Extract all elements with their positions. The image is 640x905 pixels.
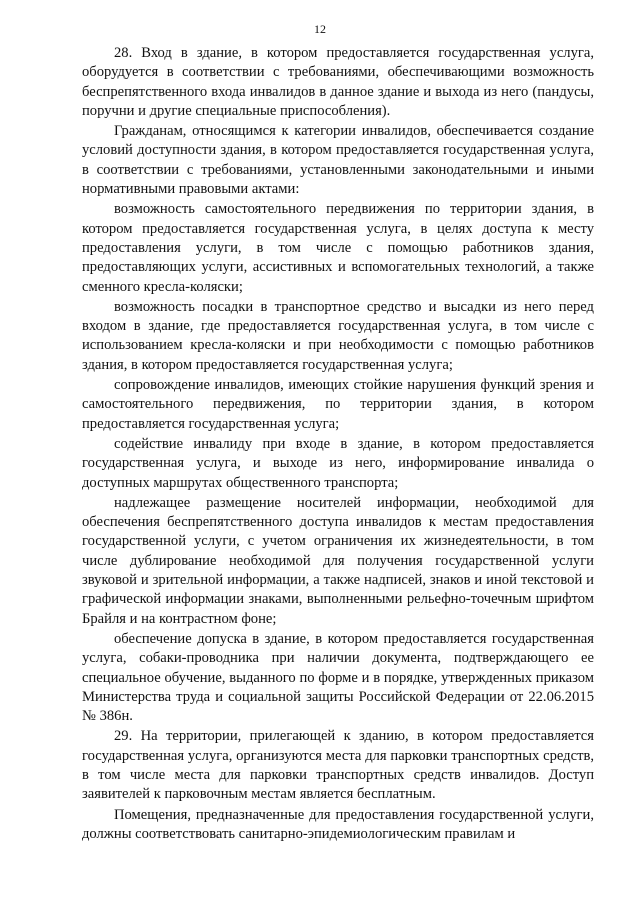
list-item-escort: сопровождение инвалидов, имеющих стойкие нарушения функций зрения и самостоятельного передвижения, по территории здания, в котором предоставляется государственная услуга; <box>82 377 594 432</box>
list-item-guide-dog: обеспечение допуска в здание, в котором предоставляется государственная услуга, собаки-проводника при наличии документа, подтверждающего ее специальное обучение, выданного по форме и в порядке, утвержденных приказом Министерства труда и социальной защиты Российской Федерации от 22.06.2015 № 386н. <box>82 630 594 725</box>
list-item-movement: возможность самостоятельного передвижения по территории здания, в котором предоставляется государственная услуга, в целях доступа к месту предоставления услуги, в том числе с помощью работников здания, предоставляющих услуги, ассистивных и вспомогательных технологий, а также сменного кресла-коляски; <box>82 201 594 295</box>
list-item-information: надлежащее размещение носителей информации, необходимой для обеспечения беспрепятственного доступа инвалидов к местам предоставления государственной услуги, с учетом ограничения их жизнедеятельности, в том числе дублирование необходимой для получения государственной услуги звуковой и зрительной информации, а также надписей, знаков и иной текстовой и графической информации знаками, выполненными рельефно-точечным шрифтом Брайля и на контрастном фоне; <box>82 494 594 627</box>
paragraph-29: 29. На территории, прилегающей к зданию, в котором предоставляется государственная услуга, организуются места для парковки транспортных средств, в том числе места для парковки транспортных средств инвалидов. Доступ заявителей к парковочным местам является бесплатным. <box>82 728 594 803</box>
paragraph-disabled-citizens: Гражданам, относящимся к категории инвалидов, обеспечивается создание условий доступности здания, в котором предоставляется государственная услуга, в соответствии с требованиями, установленными законодательными и иными нормативными правовыми актами: <box>82 123 594 198</box>
paragraph-28: 28. Вход в здание, в котором предоставляется государственная услуга, оборудуется в соответствии с требованиями, обеспечивающими возможность беспрепятственного входа инвалидов в данное здание и выхода из него (пандусы, поручни и другие специальные приспособления). <box>82 45 594 119</box>
list-item-transport: возможность посадки в транспортное средство и высадки из него перед входом в здание, где предоставляется государственная услуга, в том числе с использованием кресла-коляски и при необходимости с помощью работников здания, в котором предоставляется государственная услуга; <box>82 298 594 373</box>
document-body <box>82 44 594 844</box>
list-item-assistance: содействие инвалиду при входе в здание, в котором предоставляется государственная услуга, и выходе из него, информирование инвалида о доступных маршрутах общественного транспорта; <box>82 435 594 491</box>
page-number: 12 <box>314 22 326 36</box>
paragraph-premises: Помещения, предназначенные для предоставления государственной услуги, должны соответствовать санитарно-эпидемиологическим правилам и <box>82 806 594 842</box>
